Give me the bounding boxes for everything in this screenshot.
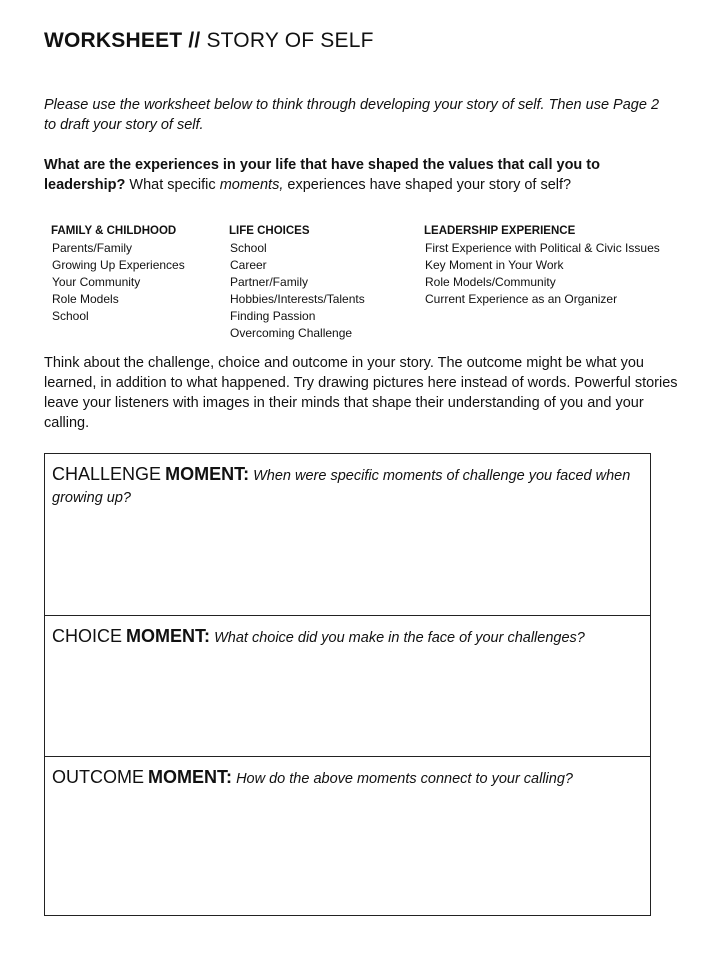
list-item: Key Moment in Your Work [425, 258, 564, 272]
column-leadership-experience [424, 223, 660, 308]
list-item: First Experience with Political & Civic Issues [425, 241, 660, 255]
box-prompt: How do the above moments connect to your calling? [236, 771, 573, 787]
box-moment: MOMENT: [165, 464, 250, 484]
column-heading: LIFE CHOICES [229, 225, 310, 237]
guiding-question [44, 155, 674, 195]
question-pre: What specific [129, 177, 216, 193]
outcome-moment-box[interactable] [45, 757, 650, 914]
choice-moment-box[interactable] [45, 616, 650, 757]
question-bold: What are the experiences in your life that have shaped the values that call you to leadership? [44, 157, 600, 193]
title-bold: WORKSHEET // [44, 29, 201, 52]
box-lead: OUTCOME [52, 767, 144, 787]
column-heading: LEADERSHIP EXPERIENCE [424, 225, 576, 237]
box-moment: MOMENT: [126, 626, 211, 646]
page-title [44, 29, 374, 53]
list-item: Finding Passion [230, 309, 316, 323]
intro-text: Please use the worksheet below to think through developing your story of self. Then use Page 2 to draft your story of self. [44, 97, 660, 133]
list-item: Current Experience as an Organizer [425, 292, 618, 306]
box-heading [52, 463, 643, 509]
question-post: experiences have shaped your story of self? [287, 177, 572, 193]
list-item: Hobbies/Interests/Talents [230, 292, 365, 306]
box-prompt: When were specific moments of challenge you faced when growing up? [52, 468, 631, 506]
list-item: Your Community [52, 275, 141, 289]
box-lead: CHOICE [52, 626, 123, 646]
instructions-paragraph: Think about the challenge, choice and outcome in your story. The outcome might be what you learned, in addition to what happened. Try drawing pictures here instead of words. Powerful stories leave your listeners with images in their minds that shape their understanding of you and your calling. [44, 355, 678, 431]
list-item: Growing Up Experiences [52, 258, 185, 272]
list-item: School [52, 309, 89, 323]
box-heading [52, 766, 643, 790]
list-item: Career [230, 258, 267, 272]
list-item: Role Models/Community [425, 275, 556, 289]
box-lead: CHALLENGE [52, 464, 162, 484]
column-heading: FAMILY & CHILDHOOD [51, 225, 177, 237]
box-moment: MOMENT: [148, 767, 233, 787]
title-rest: STORY OF SELF [206, 29, 374, 52]
box-heading [52, 625, 643, 649]
list-item: Role Models [52, 292, 119, 306]
challenge-moment-box[interactable] [45, 454, 650, 616]
list-item: Partner/Family [230, 275, 309, 289]
moments-grid [44, 453, 651, 916]
list-item: School [230, 241, 267, 255]
column-life-choices [229, 223, 365, 342]
column-family-childhood [51, 223, 185, 325]
list-item: Parents/Family [52, 241, 133, 255]
box-prompt: What choice did you make in the face of your challenges? [214, 630, 585, 646]
list-item: Overcoming Challenge [230, 326, 353, 340]
question-italic: moments, [219, 177, 284, 193]
